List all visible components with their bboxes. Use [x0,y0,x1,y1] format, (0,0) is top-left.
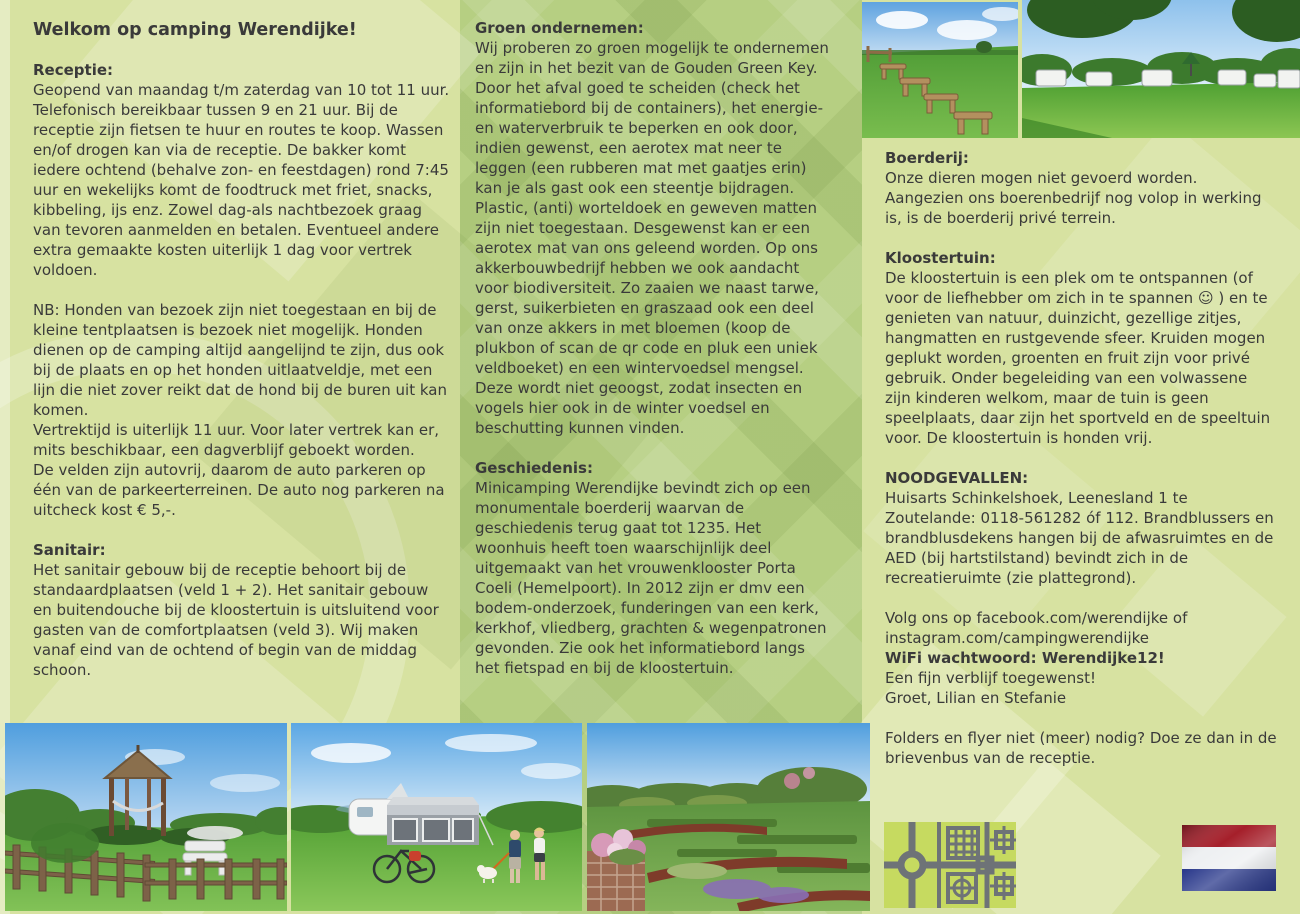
section-body-geschiedenis: Minicamping Werendijke bevindt zich op een monumentale boerderij waarvan de geschiedenis terug gaat tot 1235. Het woonhuis heeft toen waarschijnlijk deel uitgemaakt van het vrouwenklooster Porta Coeli (Hemelpoort). In 2012 zijn er dmv een bodem-onderzoek, funderingen van een kerk, kerkhof, vliedberg, grachten & wegenpatronen gevonden. Zie ook het informatiebord langs het fietspad en bij de kloostertuin. [475,479,827,677]
section-heading-receptie: Receptie: [33,61,114,79]
section-geschiedenis [475,458,831,678]
section-sanitair [33,540,450,680]
greeting-line: Een fijn verblijf toegewenst! [885,669,1096,687]
section-vertrek [33,420,450,520]
section-receptie [33,60,450,280]
section-body-groen: Wij proberen zo groen mogelijk te ondernemen en zijn in het bezit van de Gouden Green Key. Door het afval goed te scheiden (check het informatiebord bij de containers), het energie- en waterverbruik te beperken en ook door, indien gewenst, een aerotex mat neer te leggen (een rubberen mat met gaatjes erin) kan je als gast ook een steentje bijdragen. Plastic, (anti) worteldoek en geweven matten zijn niet toegestaan. Desgewenst kan er een aerotex mat van ons geleend worden. Op ons akkerbouwbedrijf hebben we ook aandacht voor biodiversiteit. Zo zaaien we naast tarwe, gerst, suikerbieten en graszaad ook een deel van onze akkers in met bloemen (koop de plukbon of scan de qr code en pluk een uniek veldboeket) en een wintervoedsel mengsel. Deze wordt niet geoogst, zodat insecten en vogels hier ook in de winter voedsel en beschutting kunnen vinden. [475,39,829,437]
paragraph-velden-autovrij: De velden zijn autovrij, daarom de auto parkeren op één van de parkeerterreinen. De auto nog parkeren na uitcheck kost € 5,-. [33,461,445,519]
section-heading-sanitair: Sanitair: [33,541,106,559]
middle-column [475,18,831,698]
section-groen-ondernemen [475,18,831,438]
section-boerderij [885,148,1277,228]
section-heading-groen: Groen ondernemen: [475,19,644,37]
right-column [885,148,1277,768]
section-body-kloostertuin: De kloostertuin is een plek om te ontspannen (of voor de liefhebber om zich in te spannen ☺ ) en te genieten van natuur, duinzicht, gezellige zitjes, hangmatten en rustgevende sfeer. Kruiden mogen geplukt worden, groenten en fruit zijn voor privé gebruik. Onder begeleiding van een volwassene zijn kinderen welkom, maar de tuin is geen speelplaats, daar zijn het sportveld en de speeltuin voor. De kloostertuin is honden vrij. [885,269,1271,447]
paragraph-nb-honden: NB: Honden van bezoek zijn niet toegestaan en bij de kleine tentplaatsen is bezoek niet mogelijk. Honden dienen op de camping altijd aangelijnd te zijn, dus ook bij de plaats en op het honden uitlaatveldje, met een lijn die niet zover reikt dat de hond bij de buren uit kan komen. [33,301,447,419]
section-greeting [885,668,1277,708]
section-body-receptie: Geopend van maandag t/m zaterdag van 10 tot 11 uur. Telefonisch bereikbaar tussen 9 en 21 uur. Bij de receptie zijn fietsen te huur en routes te koop. Wassen en/of drogen kan via de receptie. De bakker komt iedere ochtend (behalve zon- en feestdagen) rond 7:45 uur en wekelijks komt de foodtruck met friet, snacks, kibbeling, ijs enz. Zowel dag-als nachtbezoek graag van tevoren aanmelden en betalen. Eventueel andere extra gemaakte kosten uiterlijk 1 dag voor vertrek voldoen. [33,81,450,279]
section-heading-geschiedenis: Geschiedenis: [475,459,593,477]
photo-field-benches [862,2,1018,138]
section-body-noodgevallen: Huisarts Schinkelshoek, Leenesland 1 te Zoutelande: 0118-561282 óf 112. Brandblussers en brandblusdekens hangen bij de afwasruimtes en de AED (bij hartstilstand) bevindt zich in de recreatieruimte (zie plattegrond). [885,489,1274,587]
section-heading-noodgevallen: NOODGEVALLEN: [885,469,1029,487]
page-title: Welkom op camping Werendijke! [33,20,357,40]
section-heading-boerderij: Boerderij: [885,149,969,167]
section-body-boerderij: Onze dieren mogen niet gevoerd worden. Aangezien ons boerenbedrijf nog volop in werking is, is de boerderij privé terrein. [885,169,1262,227]
section-noodgevallen [885,468,1277,588]
paragraph-social-media: Volg ons op facebook.com/werendijke of instagram.com/campingwerendijke [885,609,1188,647]
photo-gazebo-garden [5,723,287,911]
left-column [33,20,450,700]
photo-caravan-awning [291,723,582,911]
dutch-flag-icon [1182,825,1276,891]
wifi-password-line: WiFi wachtwoord: Werendijke12! [885,649,1165,667]
photo-kloostertuin-garden [587,723,870,911]
section-body-sanitair: Het sanitair gebouw bij de receptie behoort bij de standaardplaatsen (veld 1 + 2). Het sanitair gebouw en buitendouche bij de kloostertuin is uitsluitend voor gasten van de comfortplaatsen (veld 3). Wij maken vanaf eind van de ochtend of begin van de middag schoon. [33,561,439,679]
photo-camping-field [1022,0,1300,138]
paragraph-vertrektijd: Vertrektijd is uiterlijk 11 uur. Voor later vertrek kan er, mits beschikbaar, een dagverblijf geboekt worden. [33,421,440,459]
greeting-signature: Groet, Lilian en Stefanie [885,689,1067,707]
section-kloostertuin [885,248,1277,448]
section-heading-kloostertuin: Kloostertuin: [885,249,996,267]
map-logo [884,822,1016,908]
paragraph-folders: Folders en flyer niet (meer) nodig? Doe ze dan in de brievenbus van de receptie. [885,729,1277,767]
